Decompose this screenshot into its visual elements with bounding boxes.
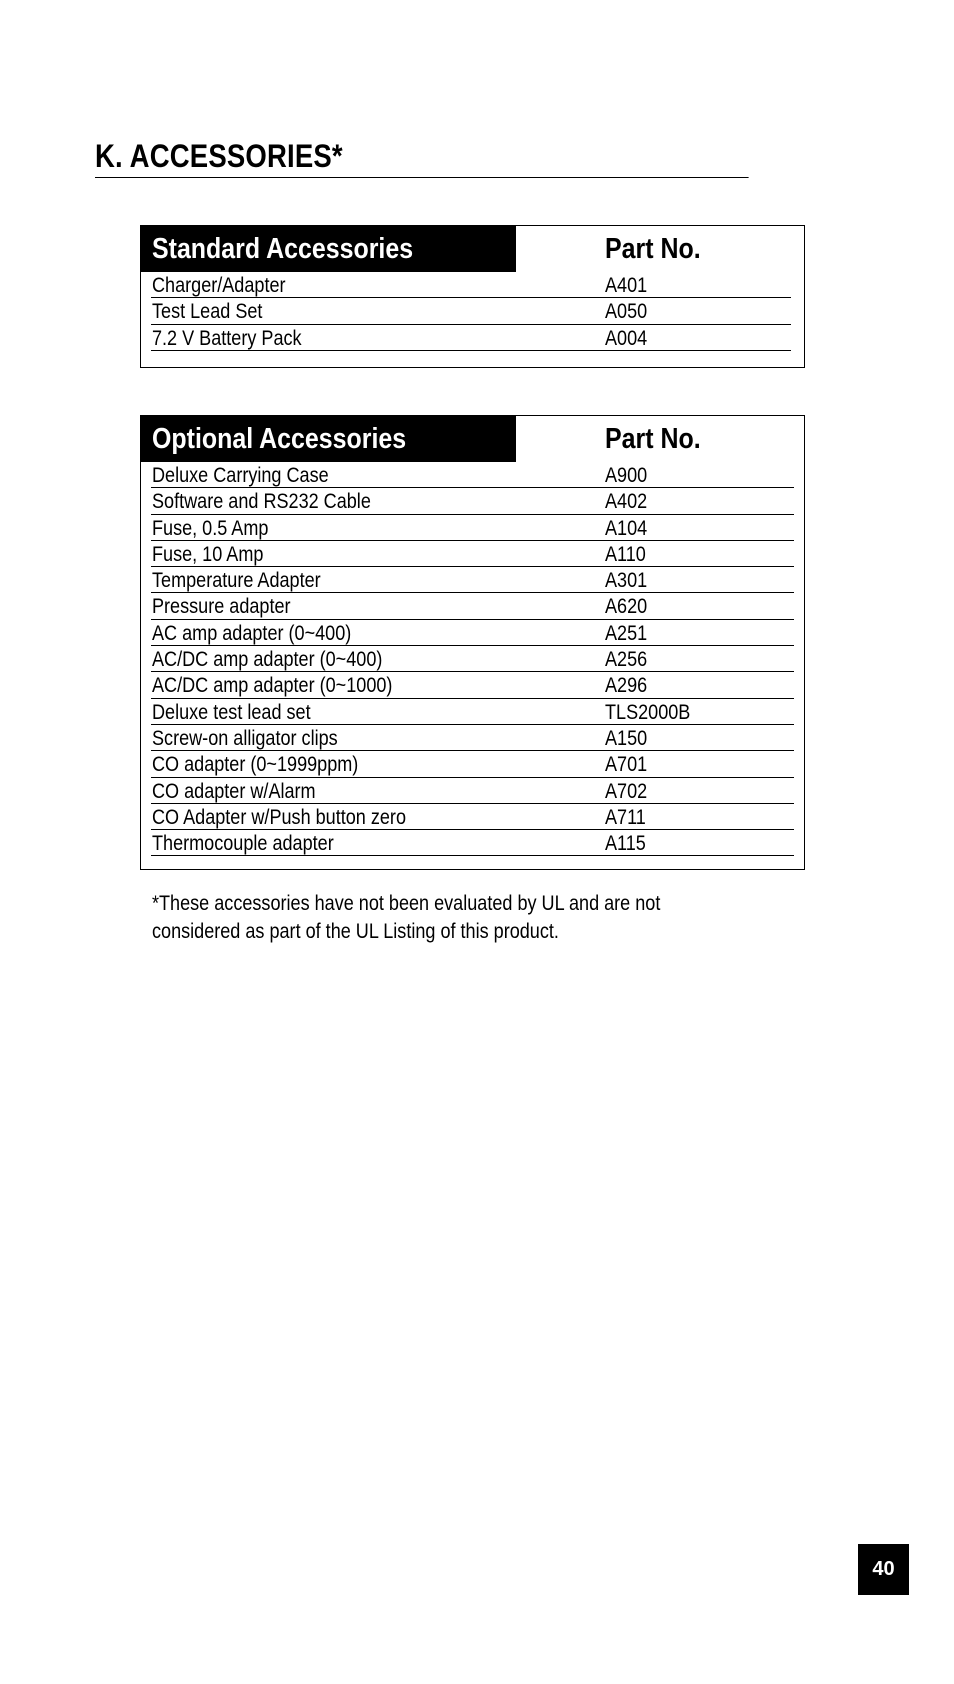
part-number: A004 [605, 326, 648, 350]
accessory-name: Fuse, 0.5 Amp [152, 516, 269, 540]
part-number: A251 [605, 621, 648, 645]
optional-accessories-list [141, 462, 804, 856]
table-row [151, 672, 794, 698]
accessory-name: Fuse, 10 Amp [152, 542, 264, 566]
accessory-name: Deluxe Carrying Case [152, 464, 329, 487]
table-row [151, 298, 791, 324]
table-row [151, 272, 791, 298]
optional-accessories-table [140, 415, 805, 870]
table-row [151, 567, 794, 593]
table-row [151, 751, 794, 777]
part-number: A401 [605, 274, 648, 297]
part-number: A900 [605, 464, 648, 487]
footnote-line: considered as part of the UL Listing of this product. [152, 920, 559, 943]
section-title [95, 136, 749, 178]
section-title-text: K. ACCESSORIES* [95, 138, 343, 174]
part-number: TLS2000B [605, 700, 691, 724]
part-number: A301 [605, 569, 648, 593]
table-row [151, 462, 794, 488]
optional-accessories-heading: Optional Accessories [141, 416, 516, 462]
standard-part-no-heading: Part No. [605, 233, 701, 265]
part-number: A711 [605, 805, 646, 829]
part-number: A620 [605, 595, 648, 619]
optional-accessories-header [141, 416, 804, 462]
part-number: A104 [605, 516, 648, 540]
accessory-name: Screw-on alligator clips [152, 726, 338, 750]
ul-footnote [152, 890, 792, 946]
accessory-name: CO adapter (0~1999ppm) [152, 753, 359, 777]
part-number: A402 [605, 490, 648, 514]
accessory-name: CO Adapter w/Push button zero [152, 805, 406, 829]
part-number: A050 [605, 300, 648, 324]
table-row [151, 593, 794, 619]
part-number: A701 [605, 753, 648, 777]
accessory-name: Software and RS232 Cable [152, 490, 371, 514]
part-number: A702 [605, 779, 648, 803]
accessory-name: Test Lead Set [152, 300, 263, 324]
part-number: A256 [605, 648, 648, 672]
accessory-name: Deluxe test lead set [152, 700, 311, 724]
accessory-name: AC amp adapter (0~400) [152, 621, 352, 645]
accessory-name: 7.2 V Battery Pack [152, 326, 302, 350]
accessory-name: CO adapter w/Alarm [152, 779, 316, 803]
part-number: A150 [605, 726, 648, 750]
part-number: A296 [605, 674, 648, 698]
table-row [151, 830, 794, 856]
table-row [151, 804, 794, 830]
part-number: A115 [605, 832, 646, 856]
page-number-badge: 40 [858, 1544, 909, 1595]
accessory-name: AC/DC amp adapter (0~400) [152, 648, 383, 672]
table-row [151, 541, 794, 567]
accessory-name: Thermocouple adapter [152, 832, 334, 856]
standard-accessories-heading: Standard Accessories [141, 226, 516, 272]
accessory-name: AC/DC amp adapter (0~1000) [152, 674, 393, 698]
standard-accessories-table [140, 225, 805, 368]
part-number: A110 [605, 542, 646, 566]
table-row [151, 325, 791, 351]
footnote-line: *These accessories have not been evaluated by UL and are not [152, 892, 661, 915]
table-row [151, 646, 794, 672]
table-row [151, 778, 794, 804]
table-row [151, 725, 794, 751]
table-row [151, 699, 794, 725]
standard-accessories-header [141, 226, 804, 272]
accessory-name: Temperature Adapter [152, 569, 321, 593]
standard-accessories-list [141, 272, 804, 351]
table-row [151, 515, 794, 541]
table-row [151, 620, 794, 646]
optional-part-no-heading: Part No. [605, 423, 701, 455]
accessory-name: Charger/Adapter [152, 274, 286, 297]
accessory-name: Pressure adapter [152, 595, 291, 619]
table-row [151, 488, 794, 514]
